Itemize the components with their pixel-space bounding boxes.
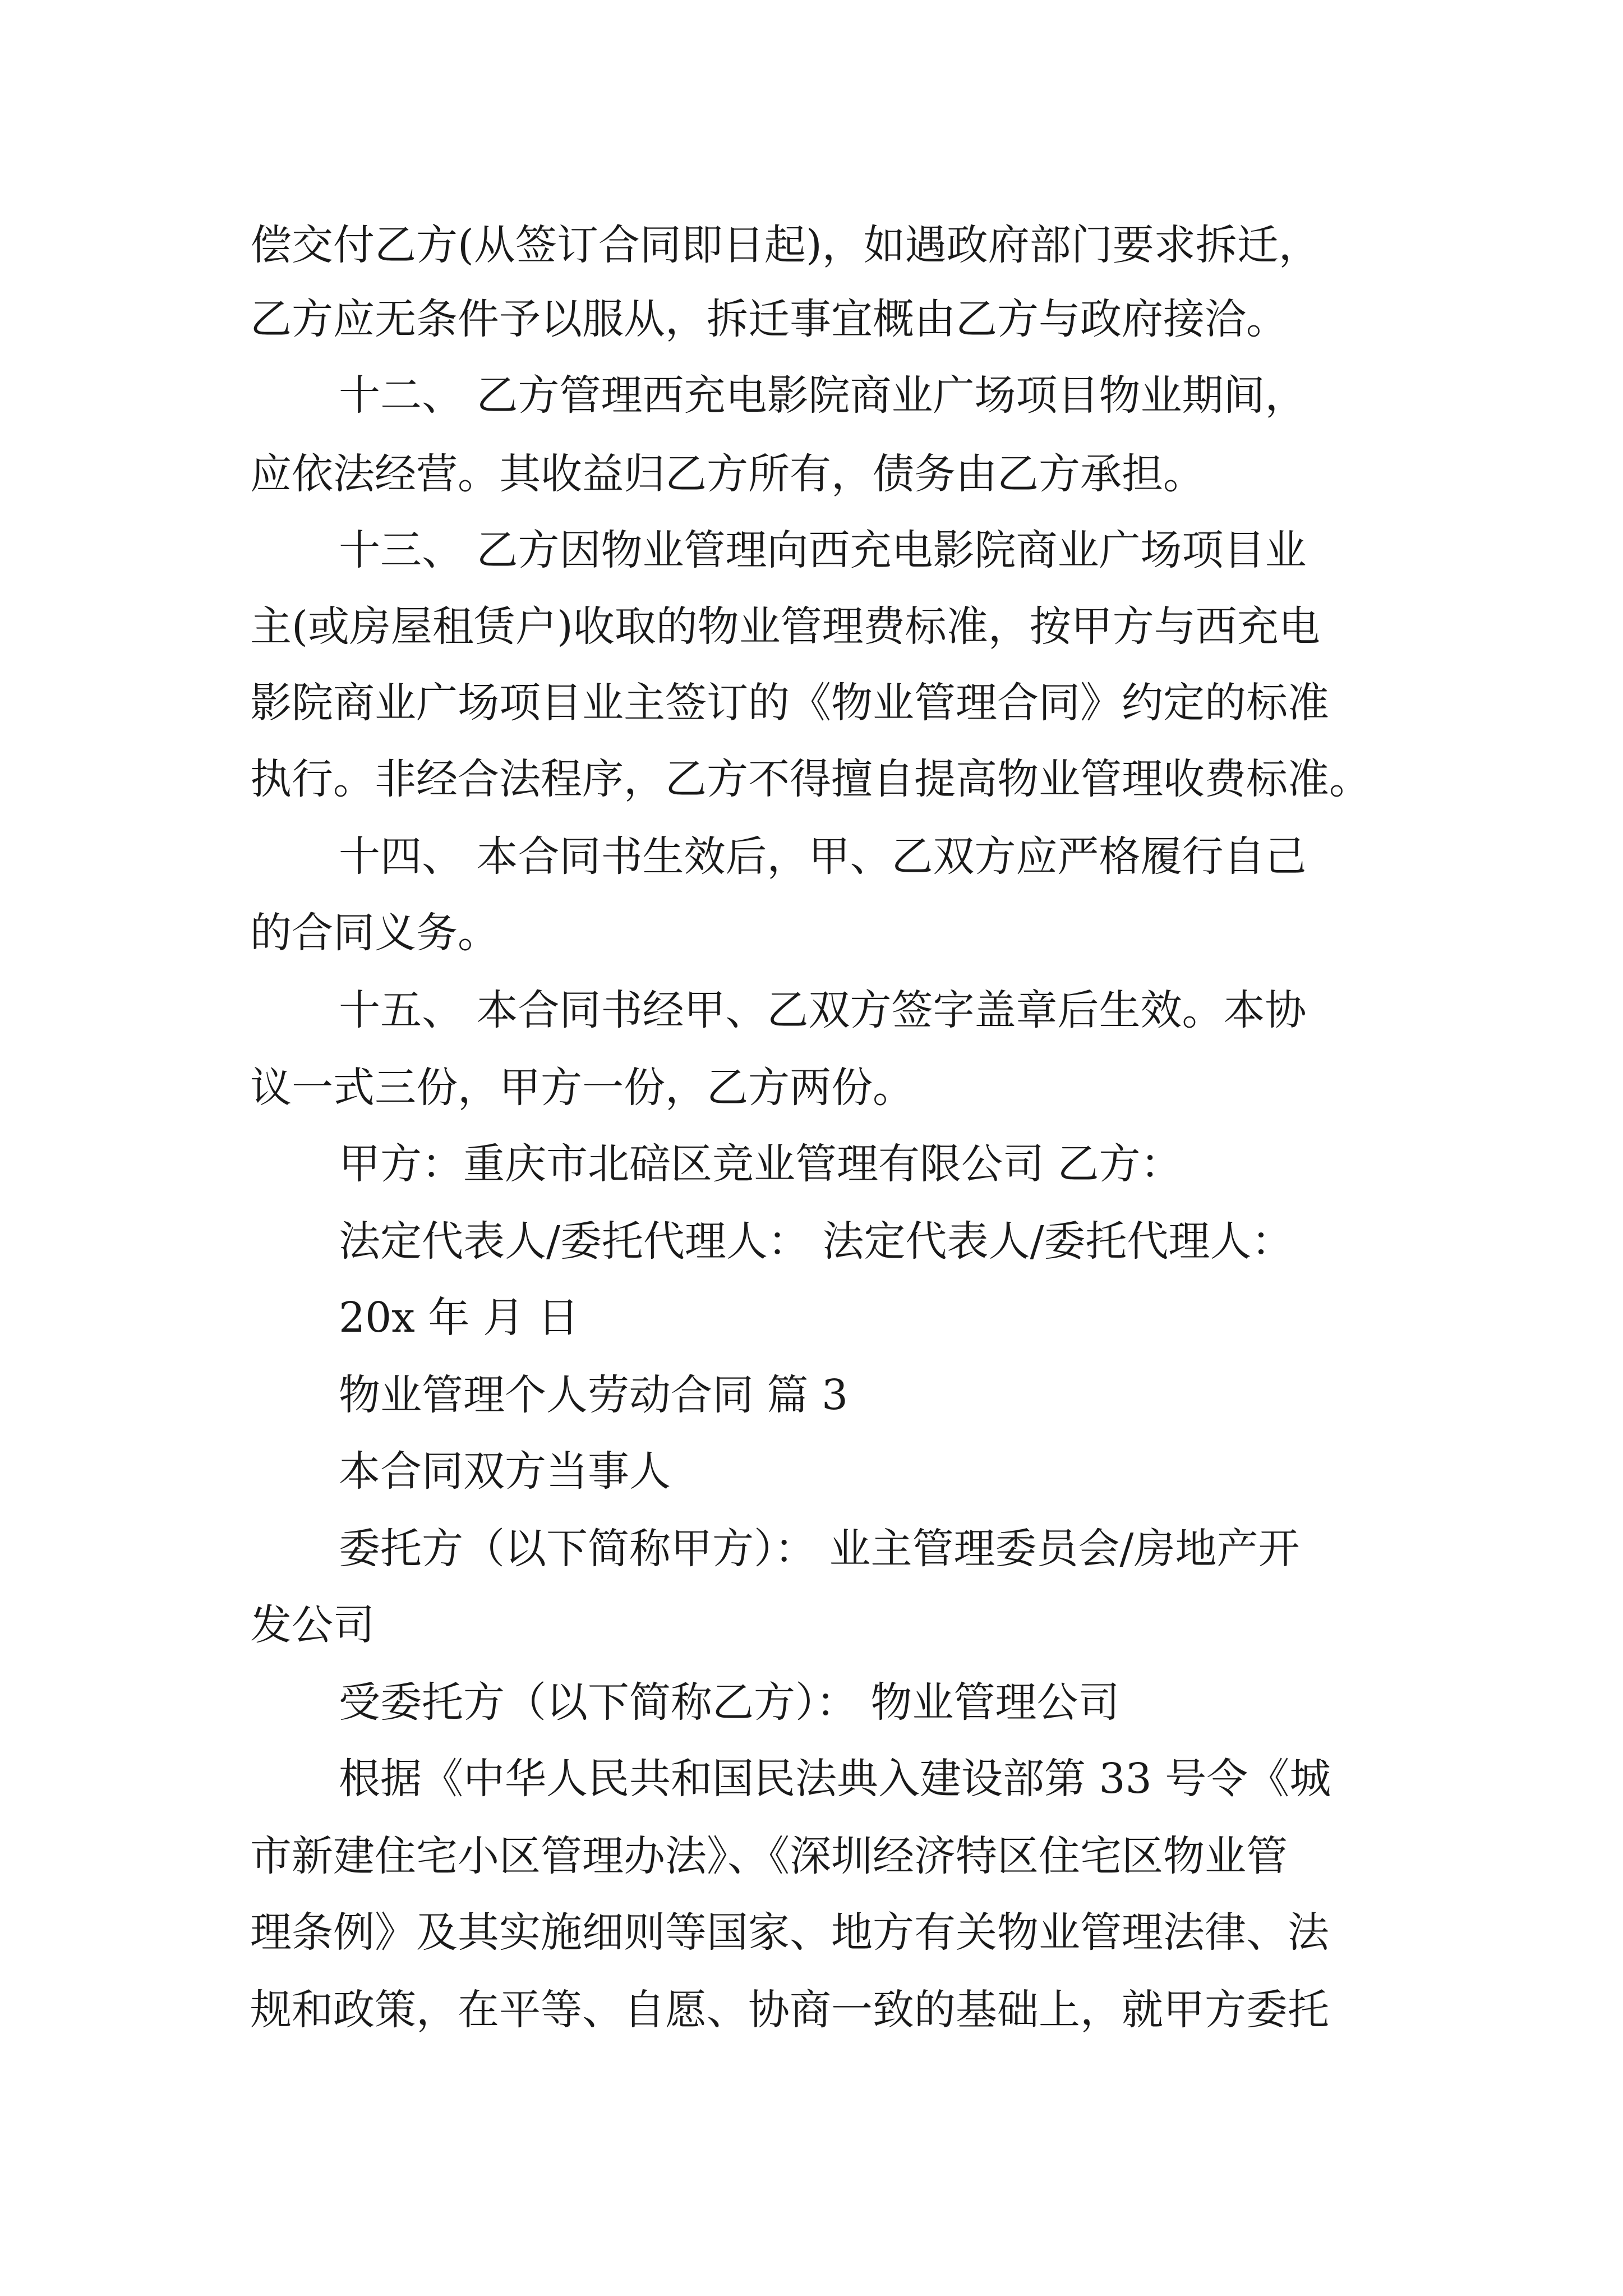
body-line: 议一式三份，甲方一份，乙方两份。 bbox=[250, 1064, 914, 1112]
body-line: 十四、 本合同书生效后，甲、乙双方应严格履行自己 bbox=[339, 832, 1307, 881]
body-line: 十二、 乙方管理西充电影院商业广场项目物业期间， bbox=[339, 371, 1307, 420]
body-line: 的合同义务。 bbox=[250, 909, 499, 957]
body-line: 应依法经营。其收益归乙方所有，债务由乙方承担。 bbox=[250, 450, 1205, 498]
body-line: 发公司 bbox=[250, 1601, 375, 1649]
section-heading: 物业管理个人劳动合同 篇 3 bbox=[339, 1371, 849, 1419]
body-line: 十五、 本合同书经甲、乙双方签字盖章后生效。本协 bbox=[339, 986, 1307, 1034]
body-line: 主(或房屋租赁户)收取的物业管理费标准，按甲方与西充电 bbox=[250, 602, 1320, 651]
body-line: 市新建住宅小区管理办法》、《深圳经济特区住宅区物业管 bbox=[250, 1832, 1288, 1880]
body-line: 委托方（以下简称甲方）： 业主管理委员会/房地产开 bbox=[339, 1525, 1300, 1573]
body-line: 20x 年 月 日 bbox=[339, 1294, 579, 1342]
body-line: 受委托方（以下简称乙方）： 物业管理公司 bbox=[339, 1678, 1120, 1727]
body-line: 理条例》及其实施细则等国家、地方有关物业管理法律、法 bbox=[250, 1908, 1329, 1957]
body-line: 甲方：重庆市北碚区竞业管理有限公司 乙方： bbox=[339, 1140, 1182, 1188]
body-line: 执行。非经合法程序，乙方不得擅自提高物业管理收费标准。 bbox=[250, 755, 1371, 803]
body-line: 偿交付乙方(从签订合同即日起)，如遇政府部门要求拆迁， bbox=[250, 221, 1320, 269]
body-line: 法定代表人/委托代理人： 法定代表人/委托代理人： bbox=[339, 1217, 1293, 1266]
body-line: 本合同双方当事人 bbox=[339, 1447, 671, 1496]
body-line: 根据《中华人民共和国民法典入建设部第 33 号令《城 bbox=[339, 1755, 1331, 1803]
body-line: 影院商业广场项目业主签订的《物业管理合同》约定的标准 bbox=[250, 679, 1329, 727]
body-line: 规和政策，在平等、自愿、协商一致的基础上，就甲方委托 bbox=[250, 1986, 1329, 2034]
body-line: 十三、 乙方因物业管理向西充电影院商业广场项目业 bbox=[339, 526, 1307, 574]
body-line: 乙方应无条件予以服从，拆迁事宜概由乙方与政府接洽。 bbox=[250, 295, 1288, 343]
